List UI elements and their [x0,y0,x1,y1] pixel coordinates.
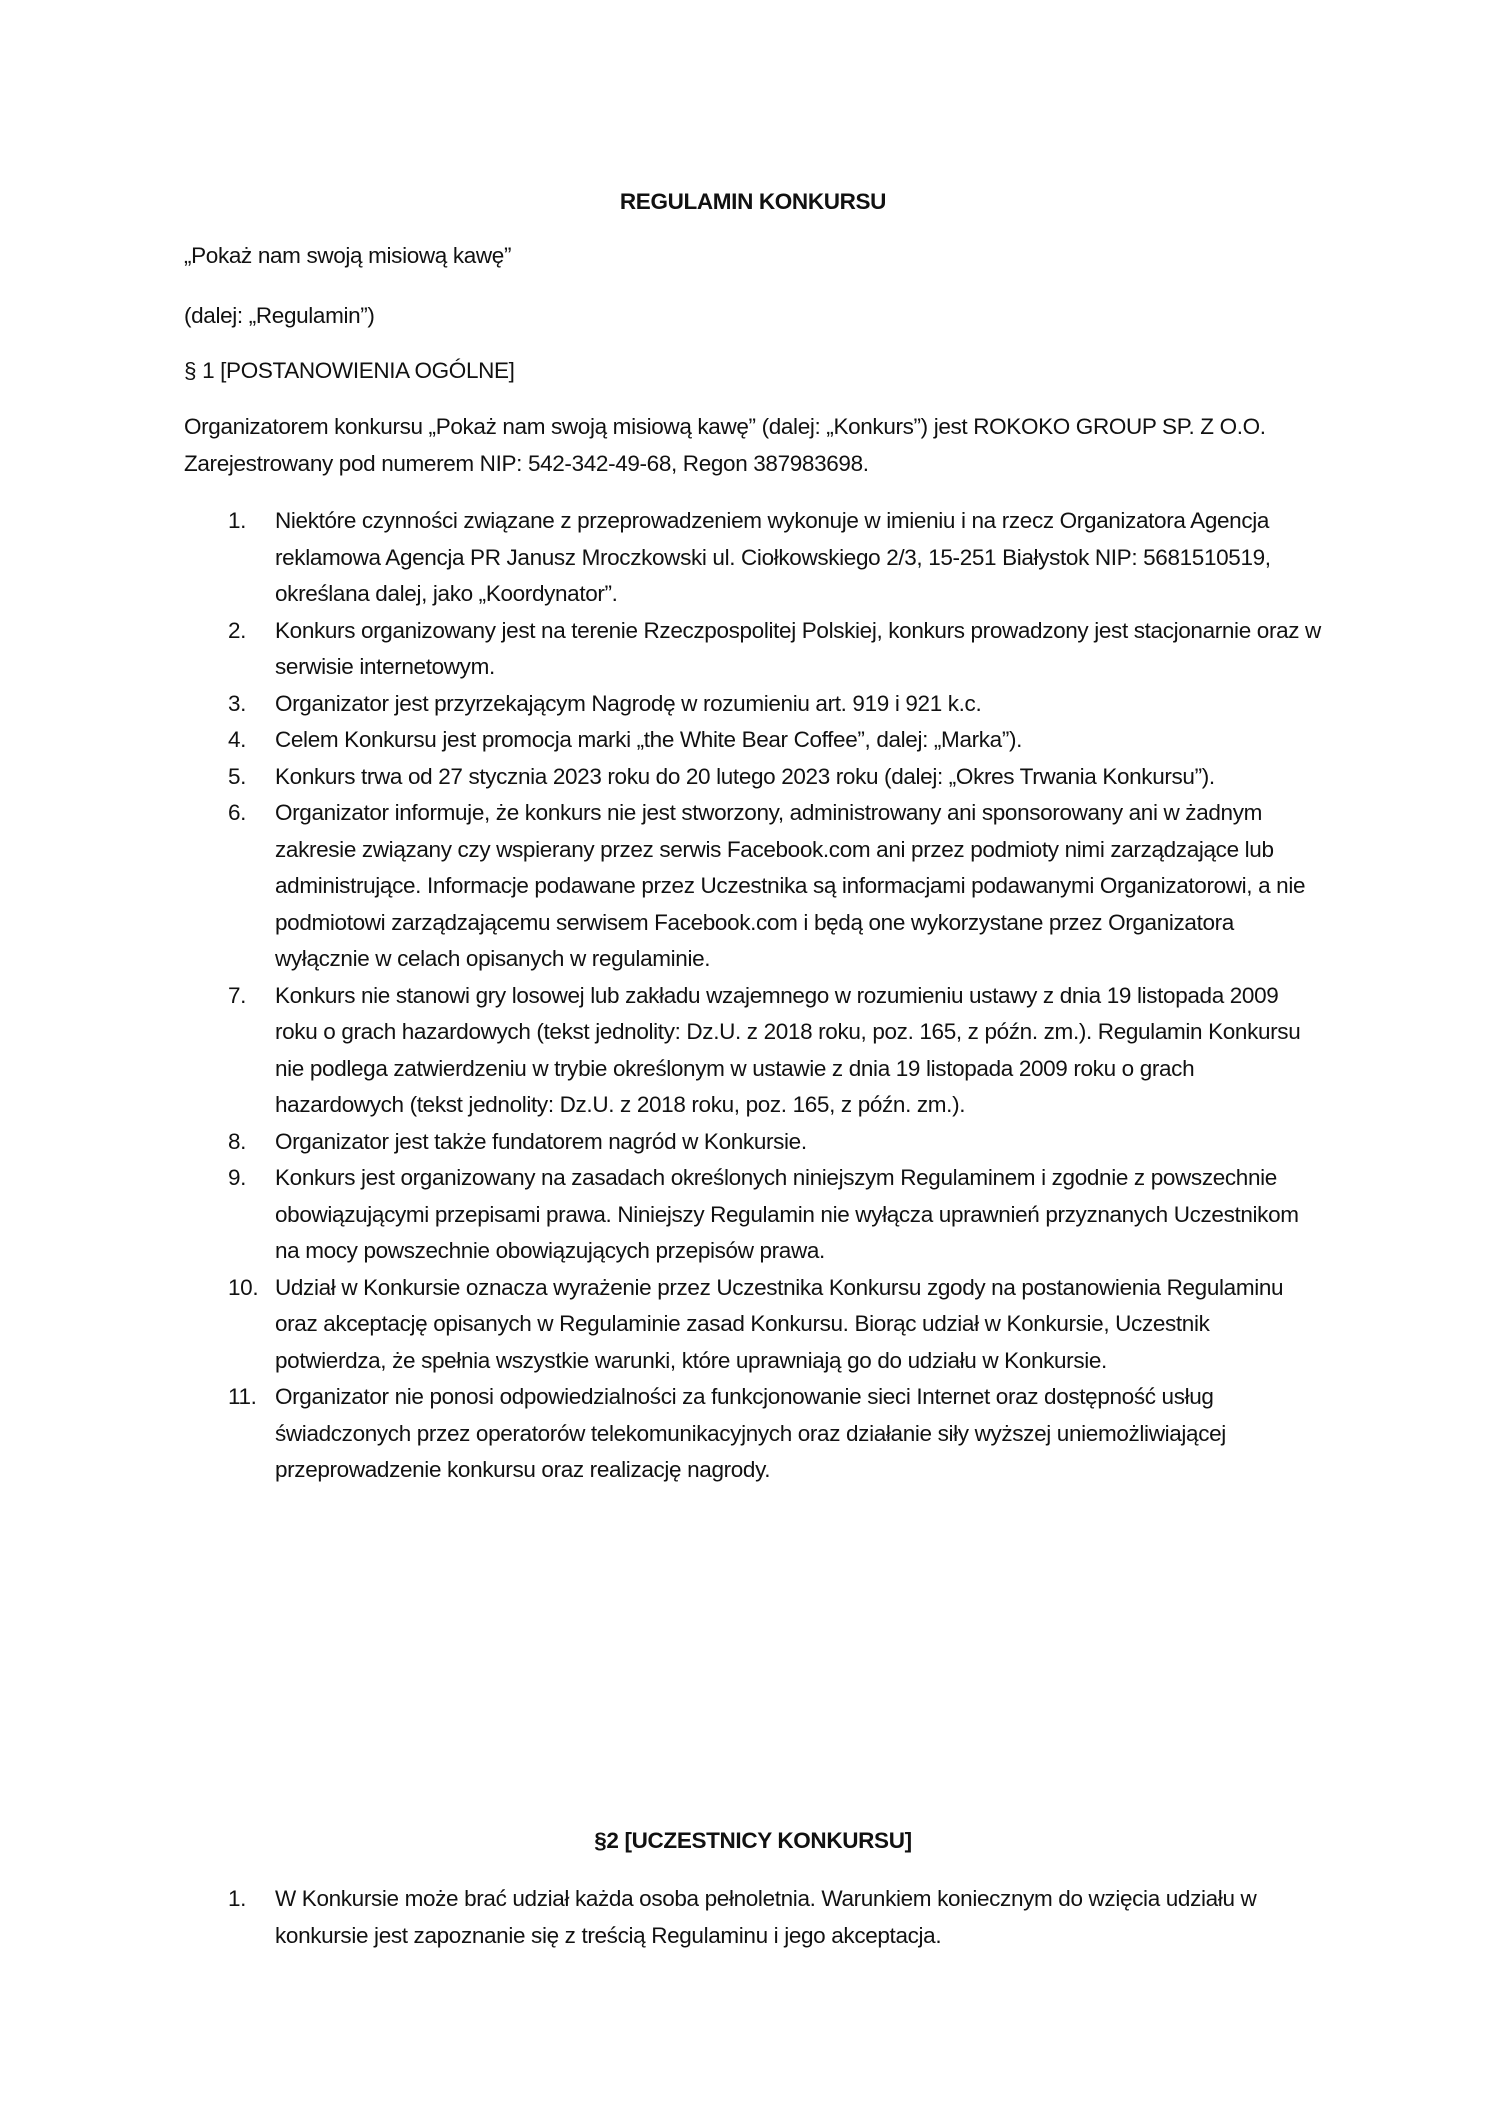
list-item-text: Organizator informuje, że konkurs nie jest stworzony, administrowany ani sponsorowany ani w żadnym zakresie związany czy wspierany przez serwis Facebook.com ani przez podmioty nimi zarządzające lub administrujące. Informacje podawane przez Uczestnika są informacjami podawanymi Organizatorowi, a nie podmiotowi zarządzającemu serwisem Facebook.com i będą one wykorzystane przez Organizatora wyłącznie w celach opisanych w regulaminie. [275,800,1306,971]
document-title: REGULAMIN KONKURSU [619,189,887,214]
list-item-text: Organizator jest także fundatorem nagród w Konkursie. [275,1128,807,1154]
list-item-number: 5. [228,763,247,789]
contest-name: „Pokaż nam swoją misiową kawę” [184,243,512,268]
list-item-text: Konkurs trwa od 27 stycznia 2023 roku do 20 lutego 2023 roku (dalej: „Okres Trwania Konkursu”). [275,763,1215,789]
list-item-text: Konkurs nie stanowi gry losowej lub zakładu wzajemnego w rozumieniu ustawy z dnia 19 listopada 2009 roku o grach hazardowych (tekst jednolity: Dz.U. z 2018 roku, poz. 165, z późn. zm.). Regulamin Konkursu nie podlega zatwierdzeniu w trybie określonym w ustawie z dnia 19 listopada 2009 roku o grach hazardowych (tekst jednolity: Dz.U. z 2018 roku, poz. 165, z późn. zm.). [275,982,1301,1117]
list-item [184,1379,1322,1489]
list-item-text: Organizator jest przyrzekającym Nagrodę w rozumieniu art. 919 i 921 k.c. [275,690,982,716]
list-item-number: 3. [228,690,247,716]
list-item-number: 1. [228,508,247,533]
list-item-number: 1. [228,1886,247,1911]
list-item [184,1160,1322,1270]
list-item-text: Celem Konkursu jest promocja marki „the White Bear Coffee”, dalej: „Marka”). [275,727,1023,752]
list-item-number: 11. [228,1384,257,1409]
list-item-number: 10. [228,1274,259,1300]
list-item-text: Udział w Konkursie oznacza wyrażenie przez Uczestnika Konkursu zgody na postanowienia Regulaminu oraz akceptację opisanych w Regulaminie zasad Konkursu. Biorąc udział w Konkursie, Uczestnik potwierdza, że spełnia wszystkie warunki, które uprawniają go do udziału w Konkursie. [275,1274,1284,1373]
list-item-text: Konkurs jest organizowany na zasadach określonych niniejszym Regulaminem i zgodnie z powszechnie obowiązującymi przepisami prawa. Niniejszy Regulamin nie wyłącza uprawnień przyznanych Uczestnikom na mocy powszechnie obowiązujących przepisów prawa. [275,1165,1299,1263]
list-item-number: 2. [228,617,247,643]
list-item-text: W Konkursie może brać udział każda osoba pełnoletnia. Warunkiem koniecznym do wzięcia udziału w konkursie jest zapoznanie się z treścią Regulaminu i jego akceptacja. [275,1886,1257,1948]
section-1-list [184,503,1322,1489]
list-item-number: 6. [228,800,247,825]
list-item [184,1124,1322,1161]
section-1-intro: Organizatorem konkursu „Pokaż nam swoją misiową kawę” (dalej: „Konkurs”) jest ROKOKO GROUP SP. Z O.O. Zarejestrowany pod numerem NIP: 542-342-49-68, Regon 387983698. [184,414,1266,476]
list-item-number: 9. [228,1165,247,1190]
section-1-heading: § 1 [POSTANOWIENIA OGÓLNE] [184,358,515,383]
list-item [184,1270,1322,1380]
section-2-heading: §2 [UCZESTNICY KONKURSU] [594,1828,912,1853]
list-item-text: Organizator nie ponosi odpowiedzialności za funkcjonowanie sieci Internet oraz dostępność usług świadczonych przez operatorów telekomunikacyjnych oraz działanie siły wyższej uniemożliwiającej przeprowadzenie konkursu oraz realizację nagrody. [275,1384,1226,1482]
document-alias: (dalej: „Regulamin”) [184,303,375,328]
list-item-text: Niektóre czynności związane z przeprowadzeniem wykonuje w imieniu i na rzecz Organizatora Agencja reklamowa Agencja PR Janusz Mroczkowski ul. Ciołkowskiego 2/3, 15-251 Białystok NIP: 5681510519, określana dalej, jako „Koordynator”. [275,508,1271,606]
list-item [184,722,1322,759]
list-item-number: 7. [228,982,247,1008]
list-item [184,759,1322,796]
list-item [184,978,1322,1124]
list-item-number: 4. [228,727,247,752]
list-item [184,613,1322,686]
list-item [184,795,1322,978]
section-2-list [184,1881,1322,1954]
list-item-text: Konkurs organizowany jest na terenie Rzeczpospolitej Polskiej, konkurs prowadzony jest stacjonarnie oraz w serwisie internetowym. [275,617,1321,679]
list-item-number: 8. [228,1128,247,1154]
list-item [184,503,1322,613]
list-item [184,1881,1322,1954]
list-item [184,686,1322,723]
